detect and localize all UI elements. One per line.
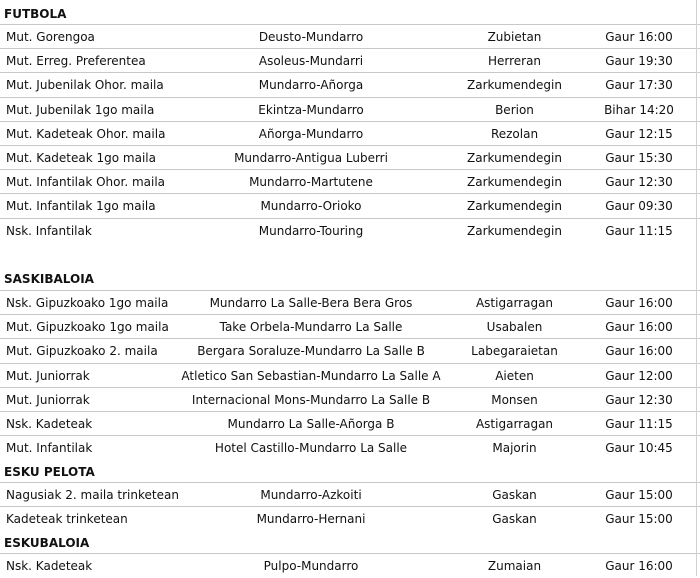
category-cell: Mut. Kadeteak 1go maila — [6, 151, 156, 165]
table-row — [0, 412, 700, 436]
category-cell: Mut. Gipuzkoako 1go maila — [6, 320, 169, 334]
match-cell: Mundarro-Martutene — [249, 175, 373, 189]
match-cell: Ekintza-Mundarro — [258, 103, 364, 117]
match-cell: Mundarro-Añorga — [258, 78, 364, 92]
table-row — [0, 291, 700, 315]
table-row — [0, 219, 700, 243]
time-cell: Gaur 16:00 — [605, 559, 673, 573]
time-cell: Gaur 12:30 — [605, 175, 673, 189]
venue-cell: Rezolan — [490, 127, 539, 141]
category-cell: Mut. Kadeteak Ohor. maila — [6, 127, 166, 141]
venue-cell: Berion — [495, 103, 534, 117]
category-cell: Mut. Infantilak Ohor. maila — [6, 175, 166, 189]
section-header — [0, 531, 700, 555]
venue-cell: Usabalen — [486, 320, 543, 334]
section-title: ESKUBALOIA — [4, 536, 90, 550]
time-cell: Gaur 16:00 — [605, 30, 673, 44]
table-row — [0, 122, 700, 146]
time-cell: Gaur 15:00 — [605, 488, 673, 502]
match-cell: Mundarro La Salle-Bera Bera Gros — [209, 296, 413, 310]
time-cell: Gaur 11:15 — [605, 224, 673, 238]
match-cell: Deusto-Mundarro — [258, 30, 364, 44]
time-cell: Gaur 12:30 — [605, 393, 673, 407]
venue-cell: Astigarragan — [475, 417, 554, 431]
venue-cell: Monsen — [491, 393, 538, 407]
venue-cell: Zarkumendegin — [467, 199, 562, 213]
match-cell: Mundarro La Salle-Añorga B — [227, 417, 395, 431]
match-cell: Mundarro-Touring — [258, 224, 364, 238]
table-row — [0, 73, 700, 97]
time-cell: Gaur 11:15 — [605, 417, 673, 431]
venue-cell: Zarkumendegin — [467, 78, 562, 92]
table-row — [0, 388, 700, 412]
time-cell: Gaur 17:30 — [605, 78, 673, 92]
category-cell: Nsk. Kadeteak — [6, 559, 93, 573]
category-cell: Mut. Jubenilak Ohor. maila — [6, 78, 164, 92]
time-cell: Gaur 16:00 — [605, 296, 673, 310]
category-cell: Kadeteak trinketean — [6, 512, 128, 526]
section-header — [0, 2, 700, 26]
venue-cell: Zubietan — [487, 30, 542, 44]
category-cell: Mut. Infantilak 1go maila — [6, 199, 156, 213]
time-cell: Gaur 15:00 — [605, 512, 673, 526]
section-title: ESKU PELOTA — [4, 465, 95, 479]
table-row — [0, 146, 700, 170]
time-cell: Gaur 12:15 — [605, 127, 673, 141]
match-cell: Asoleus-Mundarri — [258, 54, 364, 68]
time-cell: Gaur 16:00 — [605, 344, 673, 358]
table-row — [0, 170, 700, 194]
table-row — [0, 98, 700, 122]
table-row — [0, 483, 700, 507]
table-row — [0, 49, 700, 73]
match-cell: Hotel Castillo-Mundarro La Salle — [214, 441, 408, 455]
section-header — [0, 267, 700, 291]
venue-cell: Herreran — [487, 54, 542, 68]
category-cell: Mut. Jubenilak 1go maila — [6, 103, 155, 117]
table-row — [0, 339, 700, 363]
category-cell: Mut. Juniorrak — [6, 369, 90, 383]
venue-cell: Astigarragan — [475, 296, 554, 310]
category-cell: Mut. Erreg. Preferentea — [6, 54, 146, 68]
match-cell: Take Orbela-Mundarro La Salle — [219, 320, 403, 334]
venue-cell: Gaskan — [492, 488, 537, 502]
time-cell: Gaur 10:45 — [605, 441, 673, 455]
right-border — [696, 0, 697, 576]
section-title: SASKIBALOIA — [4, 272, 94, 286]
match-cell: Mundarro-Antigua Luberri — [234, 151, 388, 165]
match-cell: Mundarro-Azkoiti — [260, 488, 362, 502]
venue-cell: Zarkumendegin — [467, 151, 562, 165]
table-row — [0, 315, 700, 339]
time-cell: Gaur 09:30 — [605, 199, 673, 213]
match-cell: Pulpo-Mundarro — [263, 559, 359, 573]
category-cell: Nsk. Kadeteak — [6, 417, 93, 431]
category-cell: Nsk. Gipuzkoako 1go maila — [6, 296, 169, 310]
time-cell: Gaur 16:00 — [605, 320, 673, 334]
time-cell: Gaur 15:30 — [605, 151, 673, 165]
table-row — [0, 25, 700, 49]
category-cell: Nsk. Infantilak — [6, 224, 92, 238]
match-cell: Bergara Soraluze-Mundarro La Salle B — [197, 344, 425, 358]
venue-cell: Labegaraietan — [471, 344, 558, 358]
table-row — [0, 194, 700, 218]
match-cell: Mundarro-Orioko — [260, 199, 362, 213]
venue-cell: Zarkumendegin — [467, 224, 562, 238]
venue-cell: Majorin — [492, 441, 537, 455]
table-row — [0, 364, 700, 388]
table-row — [0, 436, 700, 460]
time-cell: Gaur 12:00 — [605, 369, 673, 383]
match-cell: Mundarro-Hernani — [256, 512, 366, 526]
category-cell: Mut. Juniorrak — [6, 393, 90, 407]
time-cell: Gaur 19:30 — [605, 54, 673, 68]
section-header — [0, 460, 700, 484]
venue-cell: Zumaian — [487, 559, 542, 573]
venue-cell: Zarkumendegin — [467, 175, 562, 189]
time-cell: Bihar 14:20 — [604, 103, 674, 117]
venue-cell: Gaskan — [492, 512, 537, 526]
table-row — [0, 554, 700, 578]
category-cell: Mut. Gorengoa — [6, 30, 95, 44]
table-row — [0, 507, 700, 531]
match-cell: Añorga-Mundarro — [258, 127, 364, 141]
match-cell: Internacional Mons-Mundarro La Salle B — [191, 393, 431, 407]
section-title: FUTBOLA — [4, 7, 67, 21]
match-cell: Atletico San Sebastian-Mundarro La Salle A — [181, 369, 441, 383]
category-cell: Mut. Infantilak — [6, 441, 93, 455]
category-cell: Mut. Gipuzkoako 2. maila — [6, 344, 158, 358]
venue-cell: Aieten — [495, 369, 534, 383]
category-cell: Nagusiak 2. maila trinketean — [6, 488, 179, 502]
